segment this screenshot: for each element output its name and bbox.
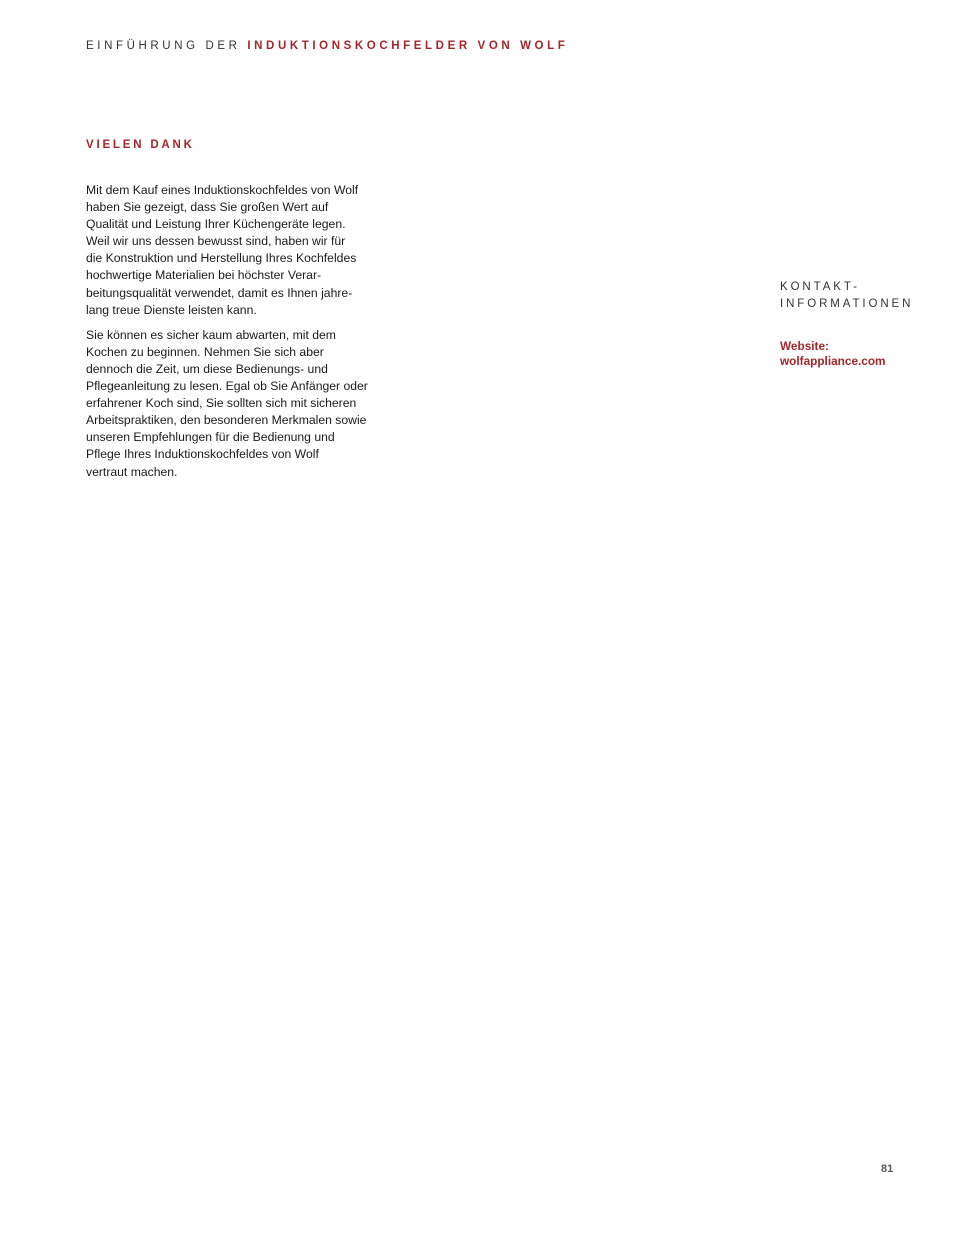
section-title: VIELEN DANK <box>86 139 195 151</box>
page-number: 81 <box>881 1163 894 1175</box>
website-label: Website: <box>780 339 829 353</box>
paragraph-1: Mit dem Kauf eines Induktionskochfeldes von Wolf haben Sie gezeigt, dass Sie großen Wert auf Qualität und Leistung Ihrer Küchengeräte legen. Weil wir uns dessen bewusst sind, haben wir für die Konstruktion und Herstellung Ihres Kochfeldes hochwertige Materialien bei höchster Verar- beitungsqualität verwendet, damit es Ihnen jahre- lang treue Dienste leisten kann. <box>86 183 359 317</box>
paragraph-2: Sie können es sicher kaum abwarten, mit dem Kochen zu beginnen. Nehmen Sie sich aber dennoch die Zeit, um diese Bedienungs- und Pflegeanleitung zu lesen. Egal ob Sie Anfänger oder erfahrener Koch sind, Sie sollten sich mit sicheren Arbeitspraktiken, den besonderen Merkmalen sowie unseren Empfehlungen für die Bedienung und Pflege Ihres Induktionskochfeldes von Wolf vertraut machen. <box>86 327 368 479</box>
contact-website[interactable] <box>780 339 886 368</box>
header-accent: INDUKTIONSKOCHFELDER VON WOLF <box>247 40 569 52</box>
header-prefix: EINFÜHRUNG DER <box>86 40 241 52</box>
website-url[interactable]: wolfappliance.com <box>780 353 886 368</box>
body-text <box>86 182 402 489</box>
running-header <box>86 40 568 52</box>
contact-heading: KONTAKT- INFORMATIONEN <box>780 281 914 310</box>
